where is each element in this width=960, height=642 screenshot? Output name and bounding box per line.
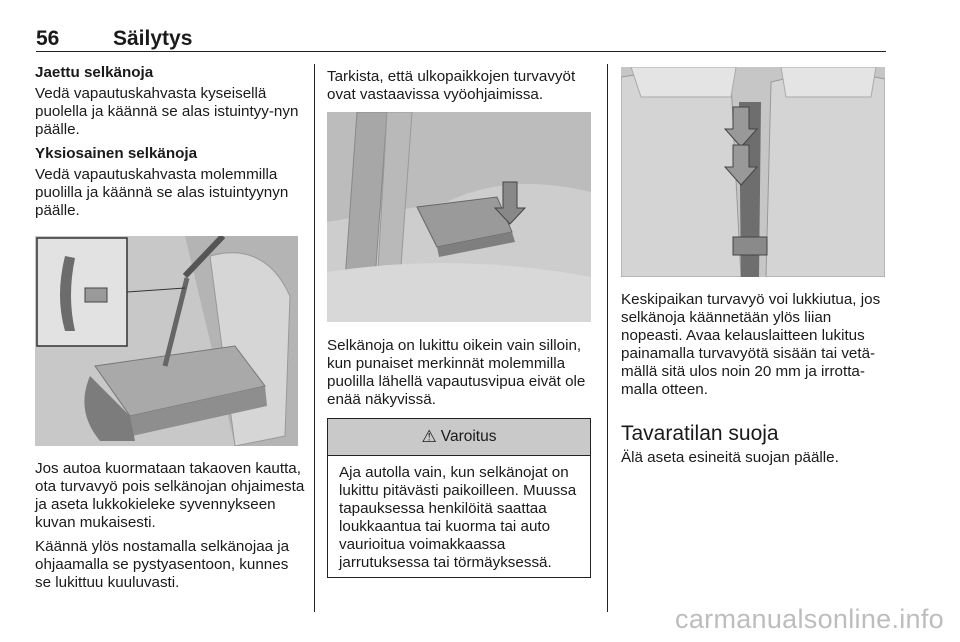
warning-title: Varoitus	[440, 428, 497, 445]
column-divider-2	[607, 64, 608, 612]
header-rule	[36, 51, 886, 52]
figure-folded-seat	[35, 236, 298, 446]
figure-center-belt	[621, 67, 885, 277]
column-2-text-mid	[327, 337, 597, 415]
paragraph: Jos autoa kuormataan takaoven kautta, ota turvavyö pois selkänojan ohjaimesta ja aseta lukkokieleke syvennykseen kuvan mukaisesti.	[35, 460, 305, 531]
heading-cargo-cover: Tavaratilan suoja	[621, 422, 779, 445]
paragraph: Älä aseta esineitä suojan päälle.	[621, 449, 839, 466]
paragraph: Tarkista, että ulkopaikkojen turvavyöt ovat vastaavissa vyöohjaimissa.	[327, 68, 576, 103]
paragraph: Käännä ylös nostamalla selkänojaa ja ohjaamalla se pystyasentoon, kunnes se lukittuu kuuluvasti.	[35, 538, 290, 591]
figure-belt-guide	[327, 112, 591, 322]
paragraph: Vedä vapautuskahvasta molemmilla puolilla ja käännä se alas istuintyynyn päälle.	[35, 166, 289, 219]
column-3-text	[621, 291, 891, 473]
column-divider-1	[314, 64, 315, 612]
subheading-single-backrest: Yksiosainen selkänoja	[35, 145, 198, 162]
subheading-split-backrest: Jaettu selkänoja	[35, 64, 154, 81]
seat-illustration	[35, 236, 298, 446]
column-2-text-top	[327, 68, 597, 110]
center-belt-illustration	[621, 67, 885, 277]
column-1-text-bottom	[35, 460, 305, 598]
warning-triangle-icon: ⚠	[421, 427, 437, 446]
belt-guide-illustration	[327, 112, 591, 322]
watermark: carmanualsonline.info	[675, 604, 944, 634]
paragraph: Selkänoja on lukittu oikein vain silloin, kun punaiset merkinnät molemmilla puolilla lähellä vapautusvipua eivät ole enää näkyvissä.	[327, 337, 586, 408]
column-1-text-top	[35, 64, 303, 226]
warning-body: Aja autolla vain, kun selkänojat on lukittu pitävästi paikoilleen. Muussa tapauksessa henkilöitä saattaa loukkaantua tai kuorma tai auto vaurioitua voimakkaassa jarrutuksessa tai törmäyksessä.	[339, 464, 577, 571]
paragraph: Keskipaikan turvavyö voi lukkiutua, jos selkänoja käännetään ylös liian nopeasti. Avaa kelauslaitteen lukitus painamalla turvavyötä sisään tai vetä-mällä sitä ulos noin 20 mm ja irrotta-malla otteen.	[621, 291, 881, 398]
warning-header	[328, 419, 590, 456]
page-number: 56	[36, 27, 60, 50]
section-title: Säilytys	[113, 27, 193, 50]
page-header	[0, 0, 960, 54]
paragraph: Vedä vapautuskahvasta kyseisellä puolella ja käännä se alas istuintyy-nyn päälle.	[35, 85, 299, 138]
warning-box	[327, 418, 591, 578]
